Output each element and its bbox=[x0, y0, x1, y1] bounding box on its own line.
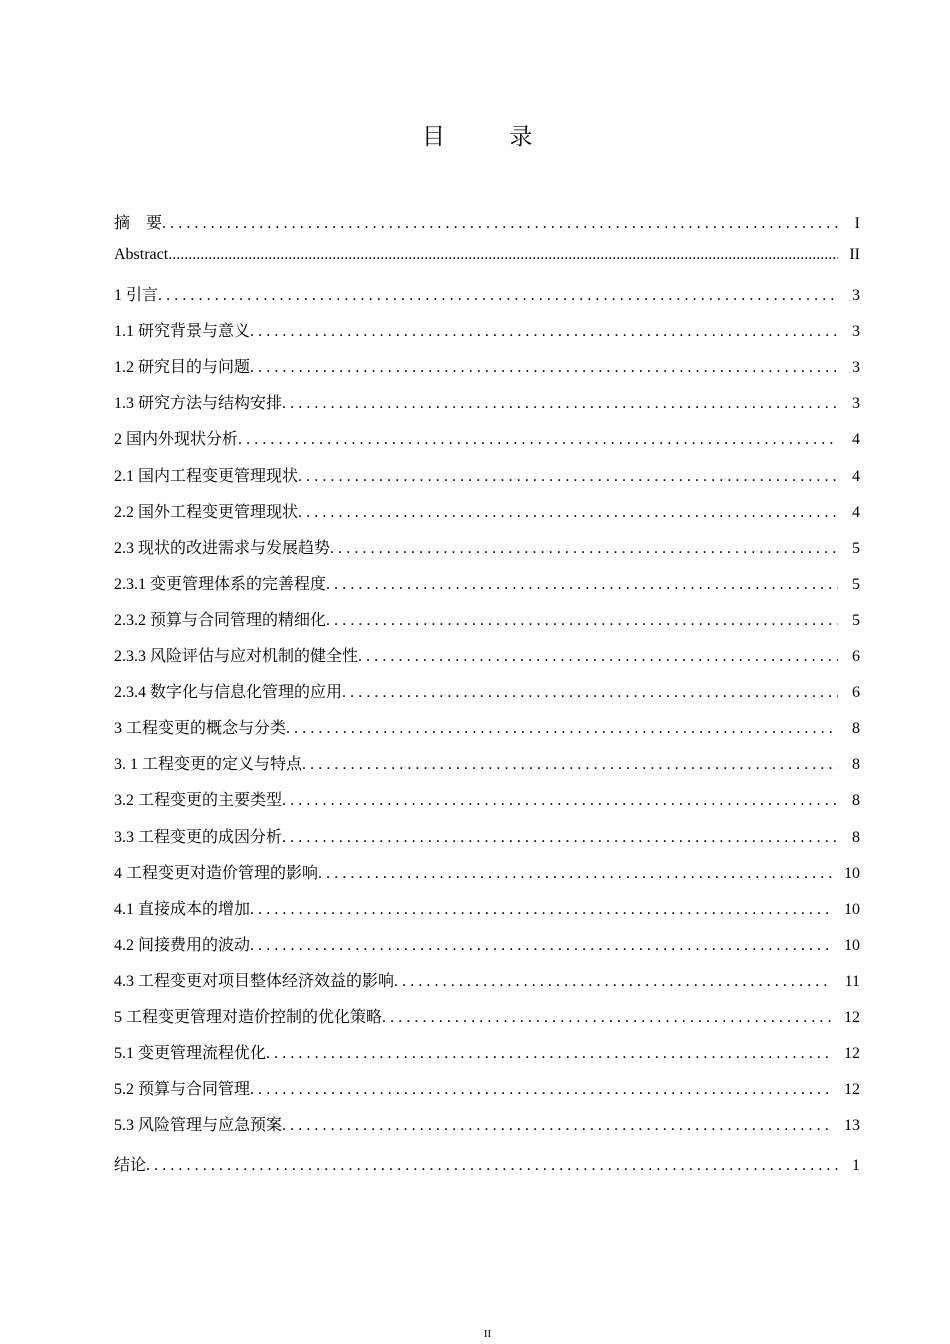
toc-entry-page: 6 bbox=[852, 684, 860, 702]
toc-entry-page: 13 bbox=[844, 1117, 860, 1135]
toc-dot-leader bbox=[282, 792, 838, 810]
toc-entry-label: 1 引言 bbox=[114, 287, 159, 305]
toc-entry-page: 8 bbox=[852, 756, 860, 774]
toc-dot-leader bbox=[282, 1117, 832, 1135]
toc-entry-page: 10 bbox=[844, 900, 860, 918]
toc-entry[interactable] bbox=[114, 354, 860, 390]
toc-entry[interactable] bbox=[114, 1076, 860, 1112]
toc-entry-page: 3 bbox=[852, 395, 860, 413]
toc-entry-label: 1.1 研究背景与意义 bbox=[114, 323, 251, 341]
toc-entry-page: 4 bbox=[852, 431, 860, 449]
toc-entry-label: 2.3 现状的改进需求与发展趋势 bbox=[114, 539, 331, 557]
toc-dot-leader bbox=[382, 1009, 832, 1027]
toc-entry-page: 12 bbox=[844, 1008, 860, 1026]
table-of-contents bbox=[114, 210, 860, 1188]
toc-entry-label: 5 工程变更管理对造价控制的优化策略 bbox=[114, 1008, 383, 1026]
toc-dot-leader bbox=[238, 431, 838, 449]
toc-entry[interactable] bbox=[114, 282, 860, 318]
toc-entry[interactable] bbox=[114, 1004, 860, 1040]
toc-entry-page: 1 bbox=[852, 1157, 860, 1175]
toc-entry-label: 3.3 工程变更的成因分析 bbox=[114, 828, 283, 846]
toc-dot-leader bbox=[250, 901, 832, 919]
toc-entry-label: 3. 1 工程变更的定义与特点 bbox=[114, 756, 303, 774]
toc-dot-leader bbox=[318, 865, 832, 883]
toc-entry-label: 5.3 风险管理与应急预案 bbox=[114, 1117, 283, 1135]
toc-entry-page: 5 bbox=[852, 575, 860, 593]
toc-entry-label: 1.3 研究方法与结构安排 bbox=[114, 395, 283, 413]
toc-entry-label: 2.3.2 预算与合同管理的精细化 bbox=[114, 611, 327, 629]
toc-entry-label: 2.3.1 变更管理体系的完善程度 bbox=[114, 575, 327, 593]
toc-entry-page: 4 bbox=[852, 467, 860, 485]
toc-entry[interactable] bbox=[114, 607, 860, 643]
toc-entry-page: 3 bbox=[852, 287, 860, 305]
toc-entry[interactable] bbox=[114, 1040, 860, 1076]
toc-entry-label: Abstract bbox=[114, 246, 169, 264]
toc-dot-leader bbox=[282, 829, 838, 847]
toc-dot-leader bbox=[394, 973, 832, 991]
toc-entry-label: 4.2 间接费用的波动 bbox=[114, 936, 251, 954]
toc-entry[interactable] bbox=[114, 571, 860, 607]
toc-dot-leader bbox=[302, 756, 838, 774]
toc-dot-leader bbox=[146, 1157, 838, 1175]
toc-entry[interactable] bbox=[114, 390, 860, 426]
toc-dot-leader bbox=[330, 540, 838, 558]
toc-entry-page: II bbox=[849, 246, 860, 264]
toc-dot-leader bbox=[298, 504, 838, 522]
toc-entry-label: 2.1 国内工程变更管理现状 bbox=[114, 467, 299, 485]
toc-entry-label: 结论 bbox=[114, 1157, 147, 1175]
toc-entry[interactable] bbox=[114, 318, 860, 354]
toc-entry-page: 5 bbox=[852, 539, 860, 557]
toc-dot-leader bbox=[162, 215, 838, 233]
toc-entry-label: 2 国内外现状分析 bbox=[114, 431, 239, 449]
toc-entry[interactable] bbox=[114, 535, 860, 571]
toc-entry-label: 4.3 工程变更对项目整体经济效益的影响 bbox=[114, 972, 395, 990]
toc-entry[interactable] bbox=[114, 860, 860, 896]
toc-dot-leader bbox=[168, 246, 838, 264]
toc-entry[interactable] bbox=[114, 426, 860, 462]
toc-dot-leader bbox=[326, 612, 838, 630]
toc-entry-page: 10 bbox=[844, 936, 860, 954]
toc-entry-label: 1.2 研究目的与问题 bbox=[114, 359, 251, 377]
toc-dot-leader bbox=[158, 287, 838, 305]
toc-entry-label: 2.2 国外工程变更管理现状 bbox=[114, 503, 299, 521]
footer-page-number: II bbox=[483, 1328, 492, 1340]
toc-dot-leader bbox=[326, 576, 838, 594]
toc-entry-label: 4.1 直接成本的增加 bbox=[114, 900, 251, 918]
toc-entry-page: I bbox=[854, 215, 860, 232]
toc-entry-label: 5.2 预算与合同管理 bbox=[114, 1081, 251, 1099]
toc-entry-page: 12 bbox=[844, 1045, 860, 1063]
toc-entry[interactable] bbox=[114, 679, 860, 715]
toc-entry-page: 3 bbox=[852, 359, 860, 377]
toc-entry-abstract-cn[interactable] bbox=[114, 210, 860, 246]
toc-entry-label: 摘 要 bbox=[114, 215, 163, 232]
toc-entry[interactable] bbox=[114, 932, 860, 968]
toc-dot-leader bbox=[342, 684, 838, 702]
toc-dot-leader bbox=[266, 1045, 832, 1063]
toc-entry[interactable] bbox=[114, 715, 860, 751]
toc-entry-page: 5 bbox=[852, 611, 860, 629]
toc-entry[interactable] bbox=[114, 499, 860, 535]
toc-entry-page: 3 bbox=[852, 323, 860, 341]
toc-dot-leader bbox=[358, 648, 838, 666]
toc-entry-page: 8 bbox=[852, 792, 860, 810]
toc-dot-leader bbox=[282, 395, 838, 413]
toc-entry-label: 3.2 工程变更的主要类型 bbox=[114, 792, 283, 810]
toc-entry-label: 5.1 变更管理流程优化 bbox=[114, 1045, 267, 1063]
toc-entry[interactable] bbox=[114, 751, 860, 787]
toc-entry-page: 11 bbox=[844, 972, 860, 990]
toc-entry-label: 2.3.3 风险评估与应对机制的健全性 bbox=[114, 648, 359, 666]
toc-entry-page: 12 bbox=[844, 1081, 860, 1099]
toc-entry[interactable] bbox=[114, 787, 860, 823]
toc-dot-leader bbox=[250, 1081, 832, 1099]
toc-entry[interactable] bbox=[114, 643, 860, 679]
toc-entry-page: 8 bbox=[852, 828, 860, 846]
toc-entry-label: 4 工程变更对造价管理的影响 bbox=[114, 864, 319, 882]
toc-entry-page: 10 bbox=[844, 864, 860, 882]
toc-entry-label: 3 工程变更的概念与分类 bbox=[114, 720, 287, 738]
toc-entry[interactable] bbox=[114, 824, 860, 860]
page-title: 目 录 bbox=[421, 124, 554, 150]
toc-entry[interactable] bbox=[114, 1112, 860, 1148]
toc-entry-conclusion[interactable] bbox=[114, 1152, 860, 1188]
toc-entry[interactable] bbox=[114, 463, 860, 499]
toc-entry[interactable] bbox=[114, 896, 860, 932]
toc-entry-abstract-en[interactable] bbox=[114, 246, 860, 282]
toc-dot-leader bbox=[250, 323, 838, 341]
toc-dot-leader bbox=[250, 937, 832, 955]
toc-dot-leader bbox=[286, 720, 838, 738]
toc-dot-leader bbox=[298, 468, 838, 486]
toc-entry-page: 4 bbox=[852, 503, 860, 521]
toc-entry-page: 8 bbox=[852, 720, 860, 738]
toc-dot-leader bbox=[250, 359, 838, 377]
toc-entry-page: 6 bbox=[852, 648, 860, 666]
toc-entry-label: 2.3.4 数字化与信息化管理的应用 bbox=[114, 684, 343, 702]
toc-entry[interactable] bbox=[114, 968, 860, 1004]
